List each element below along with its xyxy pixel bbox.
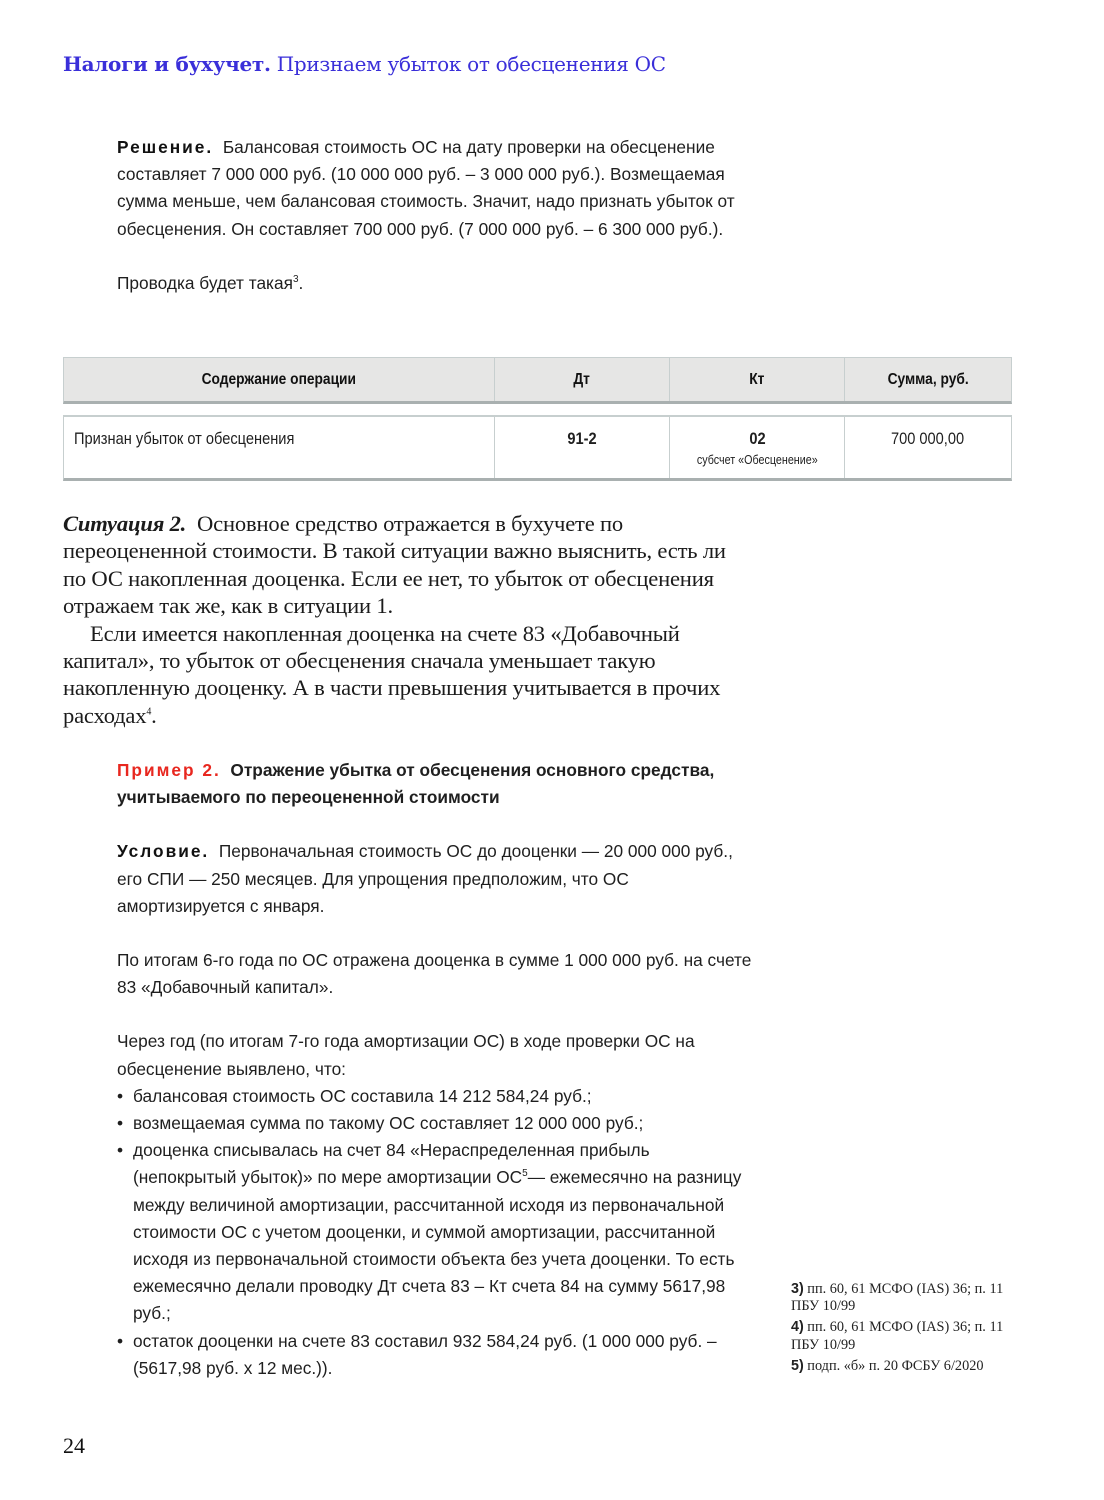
revaluation-paragraph: По итогам 6-го года по ОС отражена дооценка в сумме 1 000 000 руб. на счете 83 «Добавочный капитал».: [117, 950, 752, 998]
example-2-label: Пример 2.: [117, 760, 221, 780]
situation-2-paragraph-2: [63, 620, 743, 730]
header-debit-label: Дт: [573, 370, 591, 388]
footnote-4-number: 4): [791, 1319, 804, 1336]
list-item: • балансовая стоимость ОС составила 14 212 584,24 руб.;: [117, 1083, 757, 1110]
footnote-4: [791, 1319, 1021, 1353]
bullet-3-text-part-1: дооценка списывалась на счет 84 «Нераспределенная прибыль (непокрытый убыток)» по мере амортизации ОС: [133, 1140, 650, 1188]
list-item: • возмещаемая сумма по такому ОС составляет 12 000 000 руб.;: [117, 1110, 757, 1137]
example-2: [117, 757, 757, 1382]
header-operation-label: Содержание операции: [201, 370, 357, 388]
running-head-section: Налоги и бухучет.: [63, 52, 271, 76]
situation-2-paragraph-1: [63, 510, 743, 620]
page-number: 24: [63, 1433, 85, 1458]
solution-block: [117, 134, 757, 297]
solution-paragraph: [117, 134, 757, 243]
condition-label: Условие.: [117, 841, 210, 862]
posting-intro: [117, 270, 757, 297]
posting-intro-end: .: [298, 272, 304, 293]
table-row: [63, 415, 1012, 481]
debit-account: 91-2: [567, 429, 597, 448]
credit-subaccount-text: субсчет «Обесценение»: [696, 453, 818, 467]
footnote-3-text: пп. 60, 61 МСФО (IAS) 36; п. 11 ПБУ 10/99: [791, 1281, 1004, 1315]
cell-amount: [845, 417, 1011, 478]
footnote-3-number: 3): [791, 1281, 804, 1297]
footnote-ref-4[interactable]: 4: [146, 706, 152, 718]
list-item: [117, 1137, 757, 1327]
solution-text: Балансовая стоимость ОС на дату проверки на обесценение составляет 7 000 000 руб. (10 000 000 руб. – 3 000 000 руб.). Возмещаемая сумма меньше, чем балансовая стоимость. Значит, надо признать убыток от обесценения. Он составляет 700 000 руб. (7 000 000 руб. – 6 300 000 руб.).: [117, 137, 735, 239]
situation-2-label: Ситуация 2.: [63, 511, 187, 536]
situation-2: [63, 510, 743, 729]
running-head-title: Признаем убыток от обесценения ОС: [276, 52, 666, 76]
amount-value: 700 000,00: [891, 429, 965, 448]
header-credit: [670, 358, 845, 401]
cell-operation: [64, 417, 495, 478]
posting-table-header: [63, 357, 1012, 404]
condition-text: Первоначальная стоимость ОС до дооценки — 20 000 000 руб., его СПИ — 250 месяцев. Для упрощения предположим, что ОС амортизируется с января.: [117, 841, 733, 916]
situation-2-text-1: Основное средство отражается в бухучете по переоцененной стоимости. В такой ситуации важно выяснить, есть ли по ОС накопленная дооценка. Если ее нет, то убыток от обесценения отражаем так же, как в ситуации 1.: [63, 511, 726, 619]
footnote-ref-5[interactable]: 5: [522, 1168, 528, 1180]
header-debit: [495, 358, 670, 401]
header-credit-label: Кт: [749, 370, 765, 388]
footnote-5-text: подп. «б» п. 20 ФСБУ 6/2020: [807, 1357, 984, 1374]
findings-list: [117, 1083, 757, 1382]
running-head: [63, 52, 666, 76]
situation-2-text-2: Если имеется накопленная дооценка на счете 83 «Добавочный капитал», то убыток от обесценения сначала уменьшает такую накопленную дооценку. А в части превышения учитывается в прочих расходах: [63, 620, 721, 728]
credit-subaccount: [670, 453, 844, 467]
footnote-4-text: пп. 60, 61 МСФО (IAS) 36; п. 11 ПБУ 10/99: [791, 1319, 1004, 1353]
example-2-title: Отражение убытка от обесценения основного средства, учитываемого по переоцененной стоимости: [117, 760, 715, 808]
cell-credit: [670, 417, 845, 478]
footnote-5: [791, 1358, 1021, 1375]
list-item: • остаток дооценки на счете 83 составил 932 584,24 руб. (1 000 000 руб. – (5617,98 руб. х 12 мес.)).: [117, 1328, 757, 1382]
example-2-heading: [117, 757, 757, 811]
credit-account: 02: [748, 429, 766, 448]
footnotes: [791, 1281, 1021, 1379]
check-intro: Через год (по итогам 7-го года амортизации ОС) в ходе проверки ОС на обесценение выявлено, что:: [117, 1031, 695, 1079]
footnote-3: [791, 1281, 1021, 1315]
header-amount: [845, 358, 1011, 401]
operation-text: Признан убыток от обесценения: [74, 429, 295, 448]
solution-label: Решение.: [117, 137, 214, 157]
footnote-5-number: 5): [791, 1357, 804, 1374]
header-amount-label: Сумма, руб.: [887, 370, 969, 388]
example-2-condition: [117, 838, 757, 920]
situation-2-end: .: [151, 702, 157, 728]
posting-intro-text: Проводка будет такая: [117, 272, 293, 293]
bullet-3-text-part-2: — ежемесячно на разницу между величиной амортизации, рассчитанной исходя из первоначальной стоимости ОС с учетом дооценки, и суммой амортизации, рассчитанной исходя из первоначальной стоимости объекта без учета дооценки. То есть ежемесячно делали проводку Дт счета 83 – Кт счета 84 на сумму 5617,98 руб.;: [133, 1167, 742, 1324]
cell-debit: [495, 417, 670, 478]
footnote-ref-3[interactable]: 3: [292, 274, 299, 286]
header-operation: [64, 358, 495, 401]
